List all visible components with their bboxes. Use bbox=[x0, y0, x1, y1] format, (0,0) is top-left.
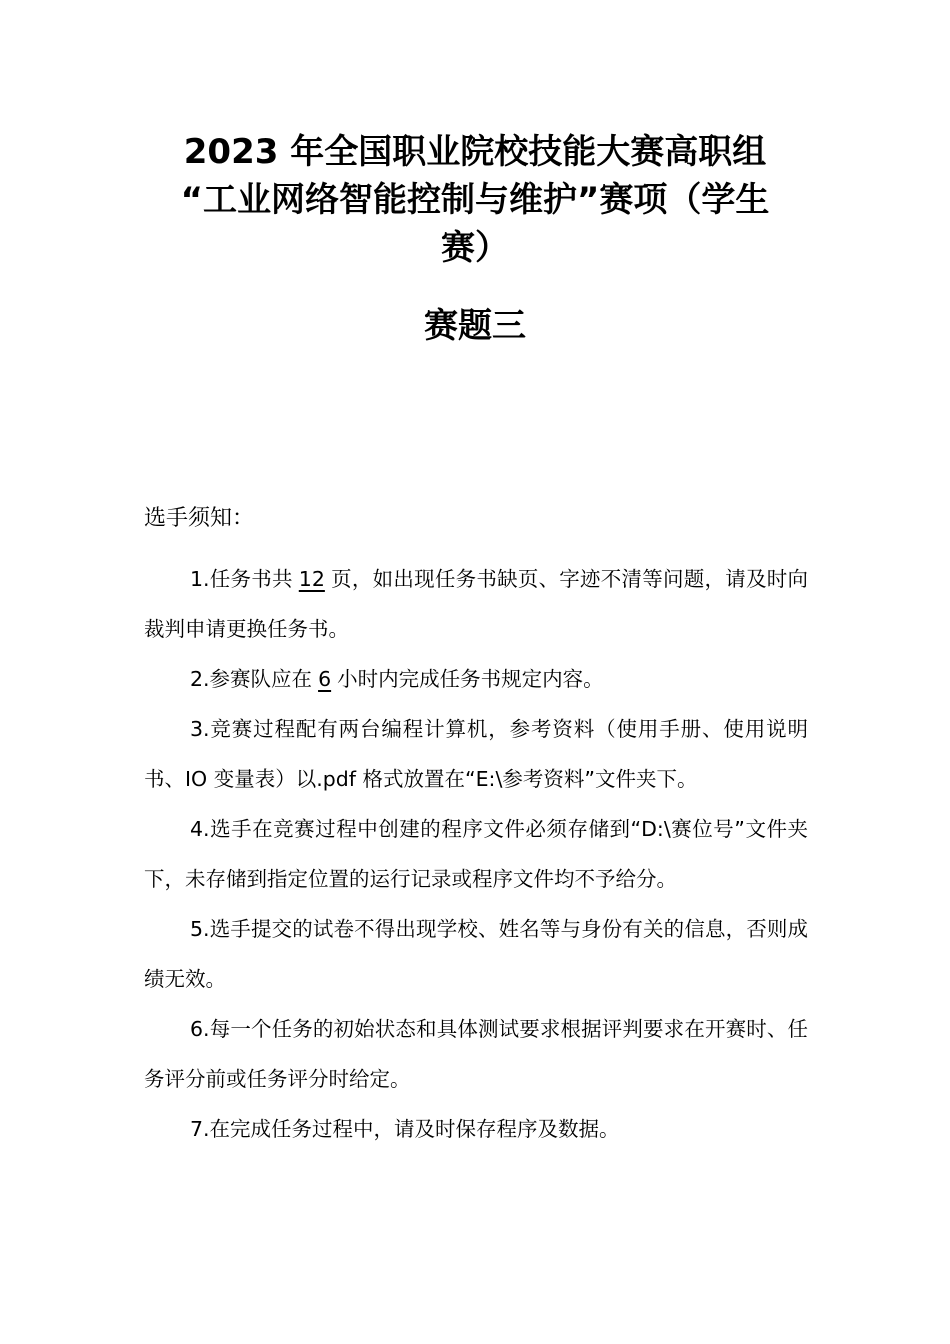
notice-item-1 bbox=[144, 554, 808, 654]
notice-item-2-suffix: 小时内完成任务书规定内容。 bbox=[337, 667, 604, 691]
notice-item-1-prefix: 1.任务书共 bbox=[190, 567, 293, 591]
title-line-1: 2023 年全国职业院校技能大赛高职组 bbox=[183, 132, 767, 172]
title-line-3: 赛） bbox=[441, 228, 509, 268]
notice-item-1-suffix: 页，如出现任务书缺页、字迹不清等问题，请及时向裁判申请更换任务书。 bbox=[144, 567, 808, 641]
notice-heading: 选手须知： bbox=[144, 506, 255, 531]
notice-item-2-prefix: 2.参赛队应在 bbox=[190, 667, 313, 691]
notice-item-6: 6.每一个任务的初始状态和具体测试要求根据评判要求在开赛时、任务评分前或任务评分时给定。 bbox=[144, 1017, 808, 1091]
title-line-2: “工业网络智能控制与维护”赛项（学生 bbox=[180, 180, 770, 220]
document-subtitle: 赛题三 bbox=[424, 306, 526, 346]
document-title bbox=[140, 128, 810, 272]
page-count-value: 12 bbox=[298, 567, 325, 591]
notice-item-7: 7.在完成任务过程中，请及时保存程序及数据。 bbox=[190, 1117, 620, 1141]
notice-item-5: 5.选手提交的试卷不得出现学校、姓名等与身份有关的信息，否则成绩无效。 bbox=[144, 917, 808, 991]
notice-item-4: 4.选手在竞赛过程中创建的程序文件必须存储到“D:\赛位号”文件夹下，未存储到指定位置的运行记录或程序文件均不予给分。 bbox=[144, 817, 808, 891]
notice-item-2 bbox=[144, 654, 808, 704]
hours-value: 6 bbox=[318, 667, 332, 691]
notice-list bbox=[144, 554, 808, 1154]
notice-item-3: 3.竞赛过程配有两台编程计算机，参考资料（使用手册、使用说明书、IO 变量表）以.pdf 格式放置在“E:\参考资料”文件夹下。 bbox=[144, 717, 808, 791]
